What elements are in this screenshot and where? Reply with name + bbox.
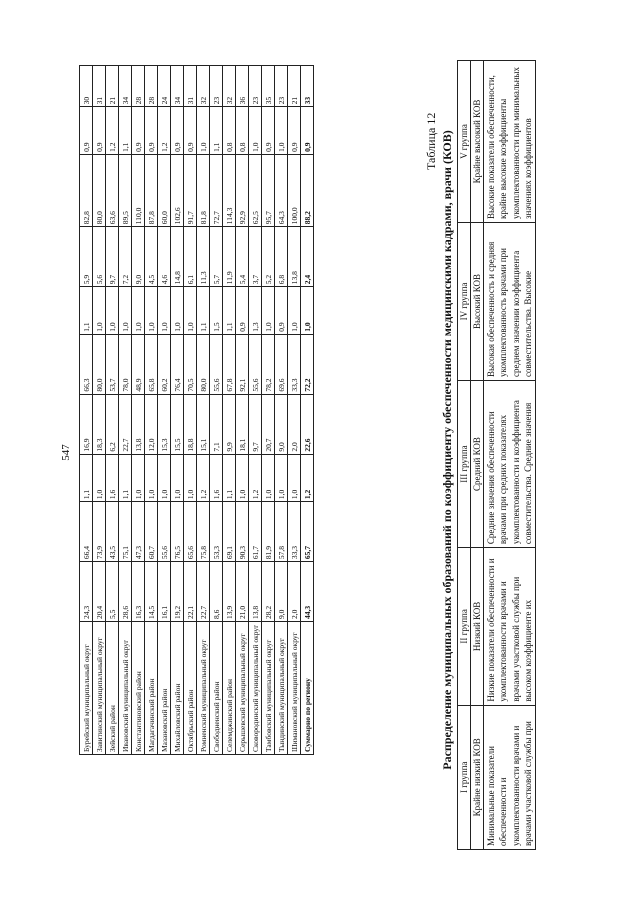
municipality-name: Тындинский муниципальный округ	[275, 622, 288, 755]
value-cell: 60,2	[158, 334, 171, 394]
value-cell: 0,9	[93, 107, 106, 155]
value-cell: 1,3	[249, 287, 262, 335]
value-cell: 9,7	[106, 227, 119, 287]
value-cell: 0,9	[275, 287, 288, 335]
value-cell: 33,3	[288, 502, 301, 562]
value-cell: 3,7	[249, 227, 262, 287]
value-cell: 60,7	[145, 502, 158, 562]
table-row	[223, 66, 236, 755]
value-cell: 2,0	[288, 562, 301, 622]
value-cell: 76,4	[171, 334, 184, 394]
table-row	[171, 66, 184, 755]
value-cell: 1,0	[93, 454, 106, 502]
value-cell: 102,6	[171, 154, 184, 226]
value-cell: 15,3	[158, 394, 171, 454]
value-cell: 7,1	[210, 394, 223, 454]
value-cell: 1,0	[132, 454, 145, 502]
value-cell: 1,2	[106, 107, 119, 155]
value-cell: 92,9	[236, 154, 249, 226]
value-cell: 28	[145, 66, 158, 107]
value-cell: 43,5	[106, 502, 119, 562]
group-name: I группа	[458, 705, 471, 849]
value-cell: 72,2	[301, 334, 314, 394]
value-cell: 33	[301, 66, 314, 107]
group-desc: Высокие показатели обеспеченности, крайне высокие коэффициенты укомплектованности при минимальных значениях коэффициентов	[484, 61, 536, 223]
value-cell: 32	[197, 66, 210, 107]
value-cell: 75,1	[119, 502, 132, 562]
value-cell: 9,0	[275, 562, 288, 622]
value-cell: 66,3	[80, 334, 93, 394]
value-cell: 1,0	[262, 454, 275, 502]
value-cell: 9,9	[223, 394, 236, 454]
value-cell: 1,6	[106, 454, 119, 502]
indicator-table-body	[80, 66, 314, 755]
table-row	[288, 66, 301, 755]
indicator-table	[79, 65, 314, 755]
value-cell: 21,0	[236, 562, 249, 622]
value-cell: 81,9	[262, 502, 275, 562]
value-cell: 0,9	[301, 107, 314, 155]
group-name: IV группа	[458, 223, 471, 381]
value-cell: 0,9	[80, 107, 93, 155]
value-cell: 110,0	[132, 154, 145, 226]
value-cell: 0,9	[262, 107, 275, 155]
value-cell: 1,0	[171, 454, 184, 502]
value-cell: 66,4	[80, 502, 93, 562]
value-cell: 65,7	[301, 502, 314, 562]
value-cell: 30	[80, 66, 93, 107]
value-cell: 22,7	[197, 562, 210, 622]
value-cell: 21	[106, 66, 119, 107]
table-row	[275, 66, 288, 755]
value-cell: 89,5	[119, 154, 132, 226]
value-cell: 11,3	[197, 227, 210, 287]
value-cell: 1,0	[184, 454, 197, 502]
value-cell: 13,8	[132, 394, 145, 454]
value-cell: 0,9	[184, 107, 197, 155]
value-cell: 87,8	[145, 154, 158, 226]
value-cell: 34	[119, 66, 132, 107]
value-cell: 1,0	[197, 107, 210, 155]
value-cell: 1,1	[223, 454, 236, 502]
table-row	[236, 66, 249, 755]
value-cell: 6,8	[275, 227, 288, 287]
value-cell: 35	[262, 66, 275, 107]
value-cell: 65,8	[145, 334, 158, 394]
value-cell: 1,0	[158, 287, 171, 335]
value-cell: 7,2	[119, 227, 132, 287]
value-cell: 53,3	[210, 502, 223, 562]
value-cell: 32	[223, 66, 236, 107]
group-name: III группа	[458, 380, 471, 547]
value-cell: 67,8	[223, 334, 236, 394]
value-cell: 91,7	[184, 154, 197, 226]
municipality-name: Шимановский муниципальный округ	[288, 622, 301, 755]
value-cell: 1,0	[145, 454, 158, 502]
value-cell: 6,2	[106, 394, 119, 454]
municipality-name: Суммарно по региону	[301, 622, 314, 755]
value-cell: 19,2	[171, 562, 184, 622]
value-cell: 64,3	[275, 154, 288, 226]
table-title: Распределение муниципальных образований по коэффициенту обеспеченности медицинскими кадрами, врачи (КОВ)	[440, 130, 454, 770]
value-cell: 1,0	[106, 287, 119, 335]
value-cell: 1,2	[301, 454, 314, 502]
value-cell: 1,0	[262, 287, 275, 335]
municipality-name: Селемджинский район	[223, 622, 236, 755]
group-label: Высокий КОВ	[471, 223, 484, 381]
group-desc: Средние значения обеспеченности врачами при средних показателях укомплектованности и коэффициента совместительства. Средние значения	[484, 380, 536, 547]
value-cell: 0,8	[236, 107, 249, 155]
value-cell: 23	[249, 66, 262, 107]
value-cell: 92,1	[236, 334, 249, 394]
municipality-name: Тамбовский муниципальный округ	[262, 622, 275, 755]
value-cell: 4,5	[145, 227, 158, 287]
value-cell: 18,3	[93, 394, 106, 454]
value-cell: 80,0	[93, 154, 106, 226]
value-cell: 2,0	[288, 394, 301, 454]
group-desc-row	[484, 61, 536, 850]
value-cell: 16,9	[80, 394, 93, 454]
value-cell: 78,0	[119, 334, 132, 394]
municipality-name: Магдагачинский район	[145, 622, 158, 755]
value-cell: 1,5	[210, 287, 223, 335]
value-cell: 1,0	[119, 287, 132, 335]
value-cell: 1,0	[275, 107, 288, 155]
value-cell: 1,1	[210, 107, 223, 155]
value-cell: 24,3	[80, 562, 93, 622]
table-row	[197, 66, 210, 755]
value-cell: 0,9	[171, 107, 184, 155]
value-cell: 76,5	[171, 502, 184, 562]
value-cell: 1,0	[184, 287, 197, 335]
value-cell: 72,7	[210, 154, 223, 226]
value-cell: 57,8	[275, 502, 288, 562]
value-cell: 1,0	[158, 454, 171, 502]
value-cell: 1,0	[236, 454, 249, 502]
value-cell: 1,1	[80, 287, 93, 335]
municipality-name: Октябрьский район	[184, 622, 197, 755]
value-cell: 1,0	[288, 454, 301, 502]
value-cell: 0,9	[288, 107, 301, 155]
table-row	[210, 66, 223, 755]
value-cell: 5,4	[236, 227, 249, 287]
value-cell: 4,6	[158, 227, 171, 287]
value-cell: 81,8	[197, 154, 210, 226]
group-label: Крайне низкий КОВ	[471, 705, 484, 849]
value-cell: 90,3	[236, 502, 249, 562]
value-cell: 22,6	[301, 394, 314, 454]
value-cell: 1,1	[223, 287, 236, 335]
value-cell: 21	[288, 66, 301, 107]
municipality-name: Сковородинский муниципальный округ	[249, 622, 262, 755]
table-row	[158, 66, 171, 755]
value-cell: 14,5	[145, 562, 158, 622]
value-cell: 73,9	[93, 502, 106, 562]
value-cell: 70,5	[184, 334, 197, 394]
value-cell: 15,1	[197, 394, 210, 454]
group-name: II группа	[458, 548, 471, 705]
value-cell: 1,1	[197, 287, 210, 335]
municipality-name: Свободненский район	[210, 622, 223, 755]
value-cell: 23	[210, 66, 223, 107]
value-cell: 63,6	[106, 154, 119, 226]
value-cell: 36	[236, 66, 249, 107]
group-label: Средний КОВ	[471, 380, 484, 547]
value-cell: 53,7	[106, 334, 119, 394]
value-cell: 31	[93, 66, 106, 107]
municipality-name: Бурейский муниципальный округ	[80, 622, 93, 755]
group-label: Низкий КОВ	[471, 548, 484, 705]
value-cell: 15,5	[171, 394, 184, 454]
value-cell: 24	[158, 66, 171, 107]
value-cell: 20,4	[93, 562, 106, 622]
value-cell: 0,9	[236, 287, 249, 335]
value-cell: 31	[184, 66, 197, 107]
value-cell: 5,2	[262, 227, 275, 287]
value-cell: 22,1	[184, 562, 197, 622]
value-cell: 1,0	[171, 287, 184, 335]
value-cell: 9,7	[249, 394, 262, 454]
value-cell: 1,2	[158, 107, 171, 155]
value-cell: 55,6	[158, 502, 171, 562]
group-name: V группа	[458, 61, 471, 223]
group-desc: Минимальные показатели обеспеченности и укомплектованности врачами и врачами участковой службы при	[484, 705, 536, 849]
value-cell: 5,9	[80, 227, 93, 287]
municipality-name: Мазановский район	[158, 622, 171, 755]
value-cell: 13,9	[223, 562, 236, 622]
value-cell: 55,6	[249, 334, 262, 394]
value-cell: 1,0	[132, 287, 145, 335]
table-row	[119, 66, 132, 755]
group-label: Крайне высокий КОВ	[471, 61, 484, 223]
value-cell: 47,3	[132, 502, 145, 562]
value-cell: 78,2	[262, 334, 275, 394]
value-cell: 1,0	[249, 107, 262, 155]
value-cell: 5,7	[210, 227, 223, 287]
group-name-row	[458, 61, 471, 850]
municipality-name: Ромненский муниципальный округ	[197, 622, 210, 755]
value-cell: 13,8	[249, 562, 262, 622]
value-cell: 0,9	[145, 107, 158, 155]
municipality-name: Ивановский муниципальный округ	[119, 622, 132, 755]
table-row	[249, 66, 262, 755]
group-desc: Низкие показатели обеспеченности и укомплектованности врачами и врачами участковой службы при высоком коэффициенте их	[484, 548, 536, 705]
value-cell: 9,0	[275, 394, 288, 454]
value-cell: 114,3	[223, 154, 236, 226]
value-cell: 82,8	[80, 154, 93, 226]
value-cell: 62,5	[249, 154, 262, 226]
municipality-name: Серышевский муниципальный округ	[236, 622, 249, 755]
group-label-row	[471, 61, 484, 850]
value-cell: 23	[275, 66, 288, 107]
table-row	[132, 66, 145, 755]
value-cell: 80,0	[93, 334, 106, 394]
value-cell: 5,5	[106, 562, 119, 622]
table-row-total	[301, 66, 314, 755]
value-cell: 8,6	[210, 562, 223, 622]
municipality-name: Константиновский район	[132, 622, 145, 755]
table-row	[145, 66, 158, 755]
value-cell: 1,0	[301, 287, 314, 335]
municipality-name: Зейский район	[106, 622, 119, 755]
value-cell: 1,0	[93, 287, 106, 335]
table-row	[184, 66, 197, 755]
page-number: 547	[60, 444, 72, 461]
value-cell: 0,9	[132, 107, 145, 155]
table-label: Таблица 12	[424, 112, 438, 170]
municipality-name: Михайловский район	[171, 622, 184, 755]
value-cell: 16,1	[158, 562, 171, 622]
value-cell: 33,3	[288, 334, 301, 394]
value-cell: 28	[132, 66, 145, 107]
value-cell: 61,7	[249, 502, 262, 562]
municipality-name: Завитинский муниципальный округ	[93, 622, 106, 755]
value-cell: 14,8	[171, 227, 184, 287]
value-cell: 22,7	[119, 394, 132, 454]
value-cell: 6,1	[184, 227, 197, 287]
value-cell: 55,6	[210, 334, 223, 394]
value-cell: 1,1	[119, 107, 132, 155]
value-cell: 28,2	[262, 562, 275, 622]
value-cell: 0,8	[223, 107, 236, 155]
value-cell: 1,0	[275, 454, 288, 502]
value-cell: 69,1	[223, 502, 236, 562]
table-row	[93, 66, 106, 755]
value-cell: 1,0	[288, 287, 301, 335]
value-cell: 2,4	[301, 227, 314, 287]
value-cell: 48,9	[132, 334, 145, 394]
value-cell: 9,0	[132, 227, 145, 287]
value-cell: 1,2	[249, 454, 262, 502]
group-desc: Высокая обеспеченность и средняя укомплектованность врачами при среднем значении коэффициента совместительства. Высокие	[484, 223, 536, 381]
value-cell: 1,1	[80, 454, 93, 502]
value-cell: 1,0	[145, 287, 158, 335]
value-cell: 5,6	[93, 227, 106, 287]
value-cell: 28,6	[119, 562, 132, 622]
value-cell: 20,7	[262, 394, 275, 454]
value-cell: 1,1	[119, 454, 132, 502]
group-table	[457, 60, 536, 850]
value-cell: 100,0	[288, 154, 301, 226]
value-cell: 11,9	[223, 227, 236, 287]
value-cell: 12,0	[145, 394, 158, 454]
value-cell: 18,1	[236, 394, 249, 454]
value-cell: 44,3	[301, 562, 314, 622]
value-cell: 1,2	[197, 454, 210, 502]
value-cell: 60,0	[158, 154, 171, 226]
value-cell: 69,6	[275, 334, 288, 394]
value-cell: 18,8	[184, 394, 197, 454]
value-cell: 75,8	[197, 502, 210, 562]
value-cell: 65,6	[184, 502, 197, 562]
value-cell: 95,7	[262, 154, 275, 226]
table-row	[262, 66, 275, 755]
table-row	[106, 66, 119, 755]
table-row	[80, 66, 93, 755]
value-cell: 80,0	[197, 334, 210, 394]
value-cell: 1,6	[210, 454, 223, 502]
value-cell: 16,3	[132, 562, 145, 622]
value-cell: 13,8	[288, 227, 301, 287]
value-cell: 88,2	[301, 154, 314, 226]
value-cell: 34	[171, 66, 184, 107]
